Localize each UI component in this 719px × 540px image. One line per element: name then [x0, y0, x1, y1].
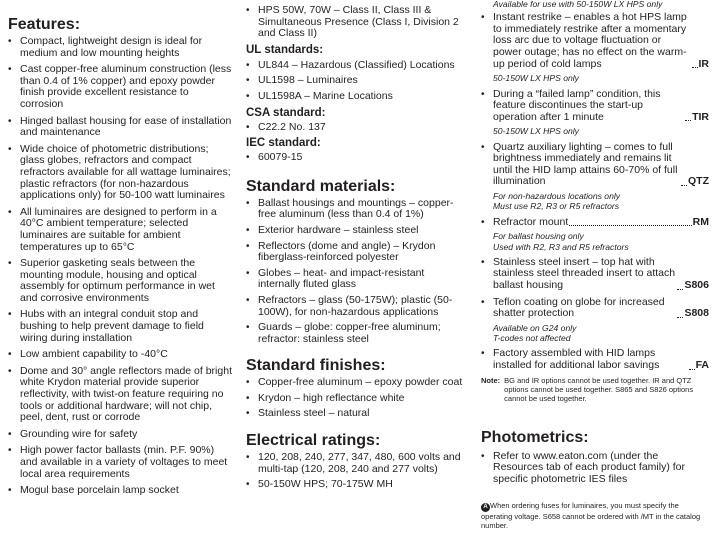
- list-item: • Exterior hardware – stainless steel: [246, 223, 419, 236]
- option-item: [481, 142, 709, 212]
- option-item: [481, 348, 709, 371]
- bullet-icon: •: [246, 197, 250, 209]
- bullet-icon: •: [246, 90, 250, 102]
- list-item: • Grounding wire for safety: [8, 427, 138, 440]
- bullet-icon: •: [246, 59, 250, 71]
- bullet-icon: •: [246, 5, 250, 16]
- photometrics-footnote: [481, 501, 709, 530]
- list-item: • Globes – heat- and impact-resistant internally fluted glass: [246, 266, 425, 291]
- list-item: • High power factor ballasts (min. P.F. 90%) and available in a variety of voltages to meet local area requirements: [8, 444, 228, 480]
- bullet-icon: •: [246, 121, 250, 133]
- features-heading: Features:: [8, 16, 81, 33]
- bullet-icon: •: [246, 294, 250, 306]
- bullet-icon: •: [481, 450, 485, 462]
- materials-heading: Standard materials:: [246, 177, 396, 195]
- option-code: TIR: [692, 110, 709, 123]
- bullet-icon: •: [246, 377, 250, 389]
- finishes-heading: Standard finishes:: [246, 357, 386, 375]
- bullet-icon: •: [246, 452, 250, 464]
- list-item: • Reflectors (dome and angle) – Krydon fiberglass-reinforced polyester: [246, 239, 436, 264]
- options-top-note: Available for use with 50-150W LX HPS only: [493, 0, 663, 9]
- list-item: • Copper-free aluminum – epoxy powder coat: [246, 376, 463, 389]
- list-item: • Ballast housings and mountings – copper-free aluminum (less than 0.4 of 1%): [246, 196, 454, 221]
- option-item: [481, 297, 709, 344]
- list-item: • HPS 50W, 70W – Class II, Class III & Simultaneous Presence (Class I, Division 2 and Class II): [246, 4, 459, 40]
- bullet-icon: •: [246, 392, 250, 404]
- list-item: • All luminaires are designed to perform in a 40°C ambient temperature; selected luminaires are suitable for ambient temperatures up to 65°C: [8, 205, 217, 253]
- option-item: [481, 217, 709, 252]
- bullet-icon: •: [246, 75, 250, 87]
- ul-standards-list: [246, 60, 468, 103]
- list-item: • UL1598 – Luminaires: [246, 74, 358, 87]
- option-note: 50-150W LX HPS only: [493, 126, 579, 137]
- list-item: • 50-150W HPS; 70-175W MH: [246, 478, 393, 491]
- option-description: Quartz auxiliary lighting – comes to full brightness immediately and remains lit until the HID lamp attains 60-70% of full illumination: [493, 140, 678, 188]
- bullet-icon: •: [8, 349, 12, 361]
- bullet-icon: •: [481, 348, 485, 360]
- option-code: S806: [684, 278, 709, 291]
- list-item: • 120, 208, 240, 277, 347, 480, 600 volts and multi-tap (120, 208, 240 and 277 volts): [246, 451, 461, 475]
- option-code: RM: [692, 215, 709, 228]
- photometrics-heading: Photometrics:: [481, 428, 589, 446]
- bullet-icon: •: [8, 445, 12, 457]
- footnote-text: When ordering fuses for luminaires, you must specify the operating voltage. S658 cannot be ordered with /MT in the catalog number.: [481, 501, 701, 531]
- option-note: For non-hazardous locations only: [493, 191, 621, 202]
- option-note: Used with R2, R3 and R5 refractors: [493, 241, 629, 252]
- standards-column: [246, 0, 468, 491]
- materials-list: [246, 198, 468, 346]
- option-note: For ballast housing only: [493, 231, 584, 242]
- option-description: Factory assembled with HID lamps installed for additional labor savings: [493, 347, 660, 371]
- list-item: • C22.2 No. 137: [246, 120, 326, 133]
- note-text: BG and IR options cannot be used together. IR and QTZ options cannot be used together. S865 and S826 options cannot be used together.: [504, 375, 694, 403]
- list-item: • Superior gasketing seals between the mounting module, housing and optical assembly for optimum performance in wet and corrosive environments: [8, 257, 215, 304]
- list-item: • Guards – globe: copper-free aluminum; refractor: stainless steel: [246, 321, 441, 345]
- bullet-icon: •: [481, 88, 485, 100]
- bullet-icon: •: [246, 152, 250, 164]
- iec-standard-list: [246, 152, 468, 164]
- certification-list: [246, 5, 468, 40]
- bullet-icon: •: [8, 309, 12, 321]
- ul-standards-heading: UL standards:: [246, 43, 324, 56]
- list-item: • Refer to www.eaton.com (under the Resources tab of each product family) for specific photometric IES files: [481, 449, 686, 485]
- list-item: • Mogul base porcelain lamp socket: [8, 484, 179, 497]
- options-note: [481, 376, 709, 403]
- bullet-icon: •: [8, 428, 12, 440]
- option-note: 50-150W LX HPS only: [493, 73, 579, 84]
- dot-leader: [569, 225, 691, 226]
- features-column: [8, 0, 234, 497]
- list-item: • Compact, lightweight design is ideal for medium and low mounting heights: [8, 35, 203, 59]
- option-code: S808: [684, 307, 709, 320]
- bullet-icon: •: [481, 256, 485, 268]
- dot-leader: [692, 67, 698, 68]
- bullet-icon: •: [481, 12, 485, 24]
- bullet-icon: •: [8, 64, 12, 76]
- list-item: • Refractors – glass (50-175W); plastic (50-100W), for non-hazardous applications: [246, 293, 453, 318]
- option-note: Must use R2, R3 or R5 refractors: [493, 201, 620, 212]
- option-item: [481, 257, 709, 292]
- option-description: Instant restrike – enables a hot HPS lamp to immediately restrike after a momentary loss arc due to voltage fluctuation or power outage; has no effect on the warm-up period of cold lamps: [493, 11, 687, 70]
- option-description: Teflon coating on globe for increased shatter protection: [493, 295, 665, 320]
- list-item: • Low ambient capability to -40°C: [8, 348, 168, 361]
- option-note: T-codes not affected: [493, 333, 571, 344]
- bullet-icon: •: [8, 36, 12, 47]
- bullet-icon: •: [481, 216, 485, 228]
- option-item: [481, 89, 709, 137]
- bullet-icon: •: [8, 115, 12, 127]
- list-item: • 60079-15: [246, 151, 303, 164]
- options-list: [481, 12, 709, 371]
- bullet-icon: •: [246, 322, 250, 334]
- dot-leader: [685, 120, 691, 121]
- electrical-heading: Electrical ratings:: [246, 432, 381, 450]
- dot-leader: [681, 185, 687, 186]
- bullet-icon: •: [246, 408, 250, 420]
- bullet-icon: •: [8, 143, 12, 155]
- option-code: FA: [695, 358, 709, 371]
- bullet-icon: •: [246, 267, 250, 279]
- bullet-icon: •: [246, 479, 250, 491]
- dot-leader: [689, 369, 695, 370]
- footnote-marker-icon: A: [481, 503, 490, 512]
- option-description: Refractor mount: [493, 215, 569, 228]
- electrical-list: [246, 452, 468, 491]
- list-item: • Hubs with an integral conduit stop and bushing to help prevent damage to field wiring during installation: [8, 308, 204, 344]
- option-note: Available on G24 only: [493, 322, 577, 333]
- option-description: Stainless steel insert – top hat with stainless steel threaded insert to attach ballast housing: [493, 255, 676, 291]
- bullet-icon: •: [8, 206, 12, 218]
- iec-standard-heading: IEC standard:: [246, 137, 321, 150]
- list-item: • UL1598A – Marine Locations: [246, 89, 393, 102]
- option-code: QTZ: [688, 175, 709, 188]
- list-item: • Hinged ballast housing for ease of installation and maintenance: [8, 114, 232, 139]
- note-label: Note:: [481, 375, 501, 385]
- finishes-list: [246, 377, 468, 420]
- csa-standard-list: [246, 122, 468, 134]
- list-item: • Cast copper-free aluminum construction (less than 0.4 of 1% copper) and epoxy powder finish provide excellent resistance to corrosion: [8, 63, 232, 110]
- csa-standard-heading: CSA standard:: [246, 106, 326, 119]
- bullet-icon: •: [246, 240, 250, 252]
- list-item: • Wide choice of photometric distributions; glass globes, refractors and compact refractors available for all wattage luminaires; plastic refractors (for non-hazardous applications only) for 50-100 watt luminaires: [8, 142, 231, 202]
- photometrics-list: [481, 451, 709, 486]
- features-list: [8, 36, 234, 497]
- dot-leader: [677, 317, 683, 318]
- options-column: [481, 0, 709, 530]
- dot-leader: [677, 289, 683, 290]
- list-item: • Stainless steel – natural: [246, 407, 370, 420]
- list-item: • Dome and 30° angle reflectors made of bright white Krydon material provide superior reflectivity, with twist-on feature requiring no tools or additional hardware; will not chip, peel, dent, rust or corrode: [8, 364, 232, 424]
- bullet-icon: •: [246, 224, 250, 236]
- bullet-icon: •: [8, 485, 12, 497]
- option-code: IR: [698, 57, 709, 70]
- list-item: • Krydon – high reflectance white: [246, 391, 405, 404]
- bullet-icon: •: [8, 365, 12, 377]
- bullet-icon: •: [481, 141, 485, 153]
- list-item: • UL844 – Hazardous (Classified) Locations: [246, 58, 455, 71]
- bullet-icon: •: [8, 258, 12, 270]
- bullet-icon: •: [481, 296, 485, 308]
- option-description: During a “failed lamp” condition, this feature discontinues the start-up operation after 1 minute: [493, 87, 661, 123]
- option-item: [481, 12, 709, 83]
